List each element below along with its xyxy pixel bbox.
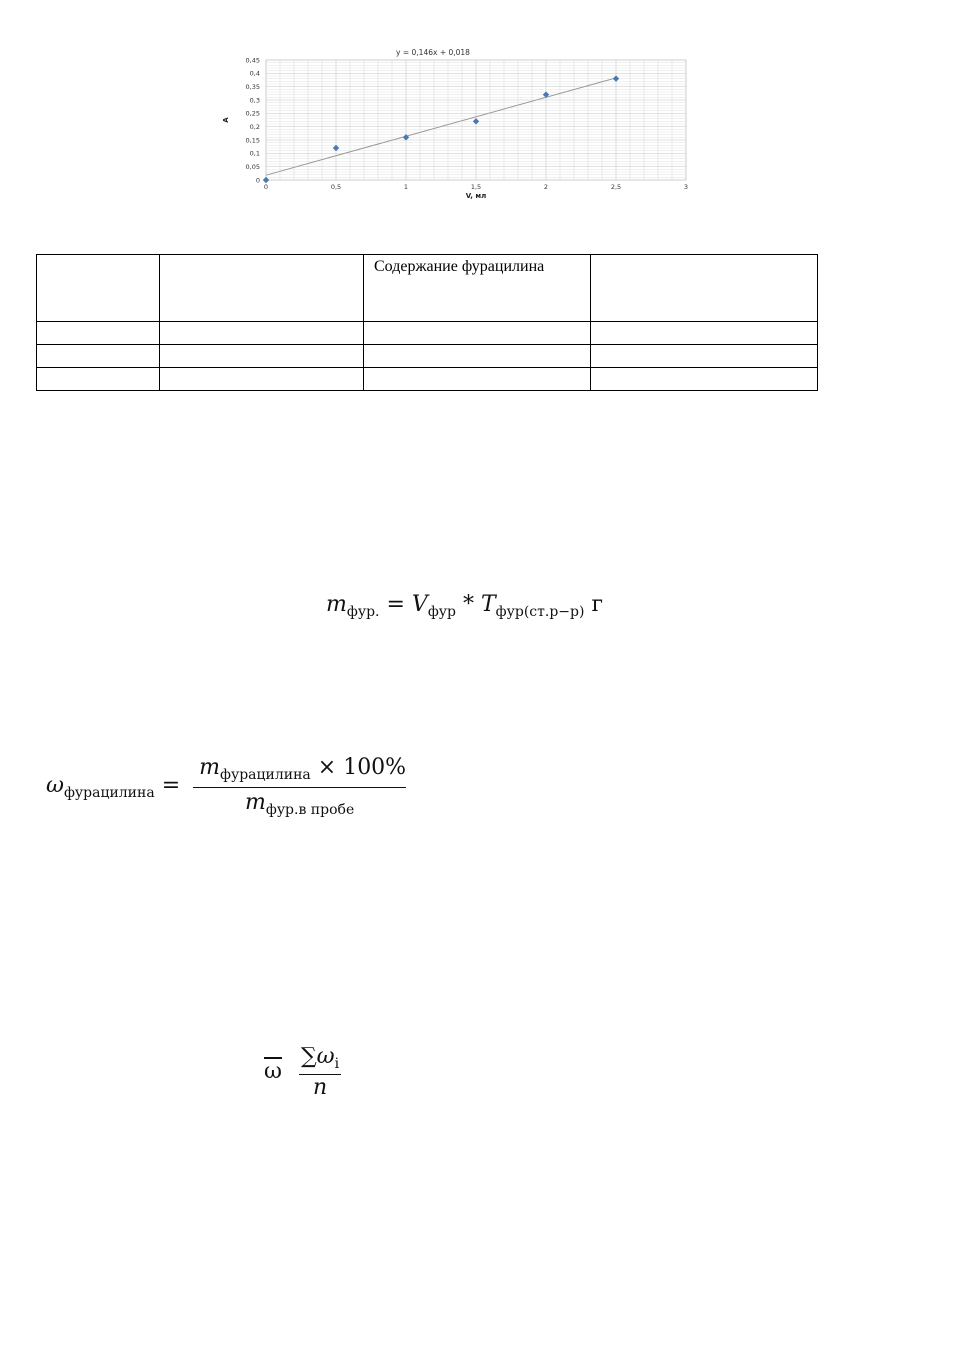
- y-tick-label: 0,25: [245, 109, 260, 118]
- x-tick-label: 0: [263, 183, 269, 191]
- table-cell: [591, 322, 818, 345]
- calibration-chart: [220, 44, 700, 204]
- chart-svg: [220, 44, 700, 204]
- numerator: $\sum\omega_i$: [299, 1044, 341, 1075]
- x-tick-label: 2: [543, 183, 549, 191]
- table-row: [37, 368, 818, 391]
- x-tick-label: 1: [403, 183, 409, 191]
- x-tick-label: 2,5: [610, 183, 622, 191]
- chart-title: y = 0,146x + 0,018: [396, 48, 470, 57]
- table-cell: [160, 345, 364, 368]
- table-cell: [160, 322, 364, 345]
- header-furacilin-content: Содержание фурацилина: [374, 258, 545, 275]
- formula-mass-fraction: $\omega_{фурацилина}$ = $\frac{m_{фурацилина} \times 100\%}{m_{фур.в пробе}}$: [46, 755, 407, 818]
- fraction: [299, 1044, 341, 1100]
- y-tick-label: 0,1: [249, 149, 260, 158]
- table-cell: [364, 368, 591, 391]
- x-tick-label: 1,5: [470, 183, 482, 191]
- y-axis-title: A: [222, 117, 230, 123]
- y-tick-label: 0,15: [245, 136, 260, 145]
- numerator: $m_{фурацилина} \times 100\%$: [193, 755, 406, 788]
- table-header-cell: [591, 255, 818, 322]
- x-tick-label: 0,5: [330, 183, 342, 191]
- table-cell: [364, 322, 591, 345]
- x-tick-label: 3: [683, 183, 689, 191]
- table-cell: [591, 368, 818, 391]
- y-tick-label: 0: [255, 176, 260, 185]
- table-cell: [37, 345, 160, 368]
- denominator: n: [312, 1075, 328, 1100]
- table-row: [37, 345, 818, 368]
- y-tick-label: 0,35: [245, 82, 260, 91]
- table-row: [37, 322, 818, 345]
- table-header-cell: [364, 255, 591, 322]
- table-header-cell: [37, 255, 160, 322]
- table-cell: [37, 322, 160, 345]
- denominator: $m_{фур.в пробе}$: [244, 790, 355, 818]
- table-cell: [37, 368, 160, 391]
- y-tick-label: 0,45: [245, 56, 260, 65]
- x-axis-title: V, мл: [465, 192, 487, 200]
- y-tick-label: 0,4: [249, 69, 260, 78]
- fraction: [193, 755, 406, 818]
- formula-mass: $m_{фур.} = V_{фур} * T_{фур(ст.р-р)}$ г: [326, 592, 603, 620]
- results-table: [36, 254, 818, 391]
- table-header-cell: [160, 255, 364, 322]
- table-cell: [160, 368, 364, 391]
- table-header-row: [37, 255, 818, 322]
- formula-mean: $\overline{\omega}$ $\frac{\sum\omega_i}{n}$: [264, 1044, 340, 1100]
- y-tick-label: 0,2: [249, 122, 260, 131]
- table-cell: [364, 345, 591, 368]
- y-tick-label: 0,3: [249, 96, 260, 105]
- table-cell: [591, 345, 818, 368]
- y-tick-label: 0,05: [245, 162, 260, 171]
